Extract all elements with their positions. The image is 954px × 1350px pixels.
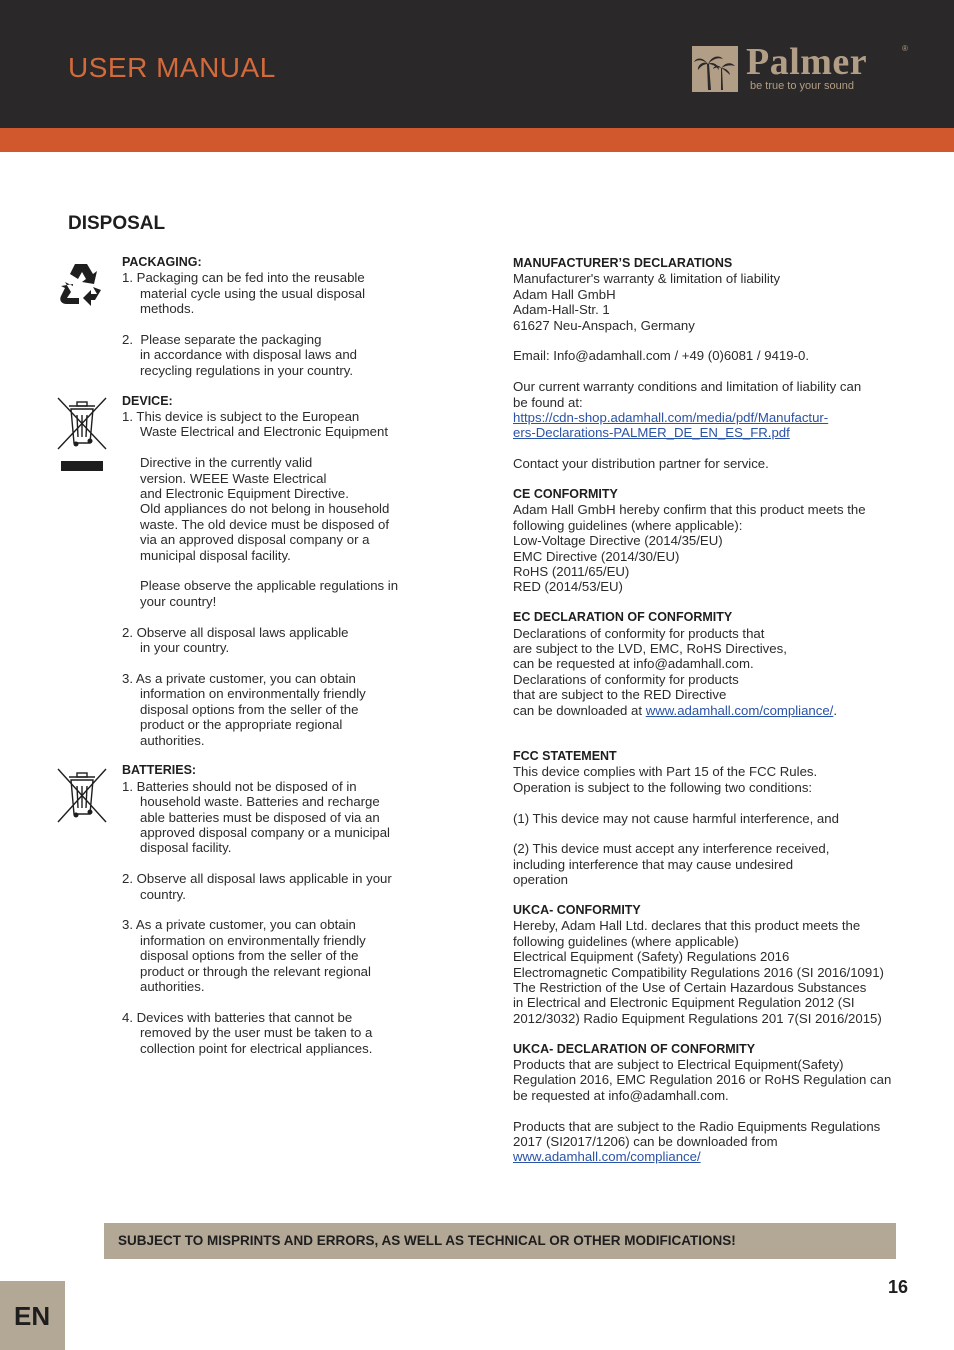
manufacturer-heading: MANUFACTURER’S DECLARATIONS — [513, 256, 733, 270]
device-item-2: 2. Observe all disposal laws applicable in your country. — [122, 624, 349, 656]
page-number: 16 — [888, 1277, 909, 1297]
fcc-heading: FCC STATEMENT — [513, 748, 617, 763]
batteries-item-4: 4. Devices with batteries that cannot be removed by the user must be taken to a collection point for electrical appliances. — [122, 1009, 373, 1056]
right-column: MANUFACTURER’S DECLARATIONS Manufacturer's warranty & limitation of liability Adam Hall GmbH Adam-Hall-Str. 1 61627 Neu-Anspach, Germany Email: Info@adamhall.com / +49 (0)6081 / 9419-0. Our current warranty conditions and limitation of liability can be found at: https://cdn-shop.adamhall.com/media/pdf/Manufactur- ers-Declarations-PALMER_DE_EN_ES_FR.pdf Contact your distribution partner for service. CE CONFORMITY Adam Hall GmbH hereby confirm that this product meets the following guidelines (where applicable): Low-Voltage Directive (2014/35/EU) EMC Directive (2014/30/EU) RoHS (2011/65/EU) RED (2014/53/EU) EC DECLARATION OF CONFORMITY Declarations of conformity for products that are subject to the LVD, EMC, RoHS Directives, can be requested at info@adamhall.com. Declarations of conformity for products that are subject to the RED Directive can be downloaded at www.adamhall.com/compliance/. FCC STATEMENT This device complies with Part 15 of the FCC Rules. Operation is subject to the following two conditions: (1) This device may not cause harmful interference, and (2) This device must accept any interference received, including interference that may cause undesired operation UKCA- CONFORMITY Hereby, Adam Hall Ltd. declares that this product meets the following guidelines (where applicable) Electrical Equipment (Safety) Regulations 2016 Electromagnetic Compatibility Regulations 2016 (SI 2016/1091) The Restriction of the Use of Certain Hazardous Substances in Electrical and Electronic Equipment Regulation 2012 (SI 2012/3032) Radio Equipment Regulations 201 7(SI 2016/2015) UKCA- DECLARATION OF CONFORMITY Products that are subject to Electrical Equipment(Safety) Regulation 2016, EMC Regulation 2016 or RoHS Regulation can be requested at info@adamhall.com. Products that are subject to the Radio Equipments Regulations 2017 (SI2017/1206) can be downloaded from www.adamhall.com/compliance/ — [513, 256, 913, 1165]
batteries-item-2: 2. Observe all disposal laws applicable in your country. — [122, 871, 392, 902]
recycle-icon — [57, 260, 107, 308]
palm-tree-icon — [692, 46, 738, 92]
section-title: DISPOSAL — [68, 213, 166, 234]
logo-tagline: be true to your sound — [750, 80, 854, 92]
batteries-item-3: 3. As a private customer, you can obtain information on environmentally friendly disposal options from the seller of the product or through the relevant regional authorities. — [122, 917, 371, 994]
packaging-item-2: 2. Please separate the packaging in accordance with disposal laws and recycling regulations in your country. — [122, 332, 357, 378]
declarations-link[interactable]: https://cdn-shop.adamhall.com/media/pdf/Manufactur- — [513, 410, 829, 426]
packaging-item-1: 1. Packaging can be fed into the reusable material cycle using the usual disposal methods. — [122, 270, 366, 317]
compliance-link-ukca[interactable]: www.adamhall.com/compliance/ — [513, 1149, 701, 1165]
language-tab — [0, 1281, 65, 1350]
device-item-1-regulations: Please observe the applicable regulations in your country! — [140, 578, 399, 609]
device-heading: DEVICE: — [122, 393, 173, 408]
batteries-heading: BATTERIES: — [122, 763, 197, 778]
compliance-link[interactable]: www.adamhall.com/compliance/ — [645, 702, 834, 718]
weee-bin-icon — [57, 397, 107, 473]
page-title: USER MANUAL — [68, 52, 276, 83]
batteries-item-1: 1. Batteries should not be disposed of in household waste. Batteries and recharge able batteries must be disposed of via an approved disposal company or a municipal disposal facility. — [122, 778, 390, 856]
logo-wordmark: Palmer — [746, 41, 868, 83]
registered-mark: ® — [902, 44, 908, 53]
disclaimer-text: SUBJECT TO MISPRINTS AND ERRORS, AS WELL AS TECHNICAL OR OTHER MODIFICATIONS! — [118, 1233, 736, 1248]
disclaimer-banner — [104, 1223, 896, 1259]
page-header — [0, 0, 954, 128]
ce-heading: CE CONFORMITY — [513, 487, 618, 502]
declarations-link-continued[interactable]: ers-Declarations-PALMER_DE_EN_ES_FR.pdf — [513, 425, 790, 441]
device-item-1: 1. This device is subject to the European Waste Electrical and Electronic Equipment — [122, 409, 388, 440]
contact-email: Email: Info@adamhall.com / +49 (0)6081 / 9419-0. — [513, 348, 809, 364]
header-accent-bar — [0, 128, 954, 152]
battery-bin-icon — [57, 768, 107, 824]
packaging-heading: PACKAGING: — [122, 255, 202, 269]
device-item-3: 3. As a private customer, you can obtain information on environmentally friendly disposal options from the seller of the product or the appropriate regional authorities. — [122, 670, 366, 748]
ec-heading: EC DECLARATION OF CONFORMITY — [513, 610, 733, 625]
ukca-declaration-heading: UKCA- DECLARATION OF CONFORMITY — [513, 1041, 756, 1056]
palmer-logo — [692, 41, 912, 94]
left-column — [122, 255, 442, 1056]
device-item-1-directive: Directive in the currently valid version. WEEE Waste Electrical and Electronic Equipment Directive. Old appliances do not belong in household waste. The old device must be disposed of via an approved disposal company or a municipal disposal facility. — [140, 455, 390, 563]
ukca-heading: UKCA- CONFORMITY — [513, 902, 641, 917]
language-code: EN — [14, 1301, 51, 1331]
